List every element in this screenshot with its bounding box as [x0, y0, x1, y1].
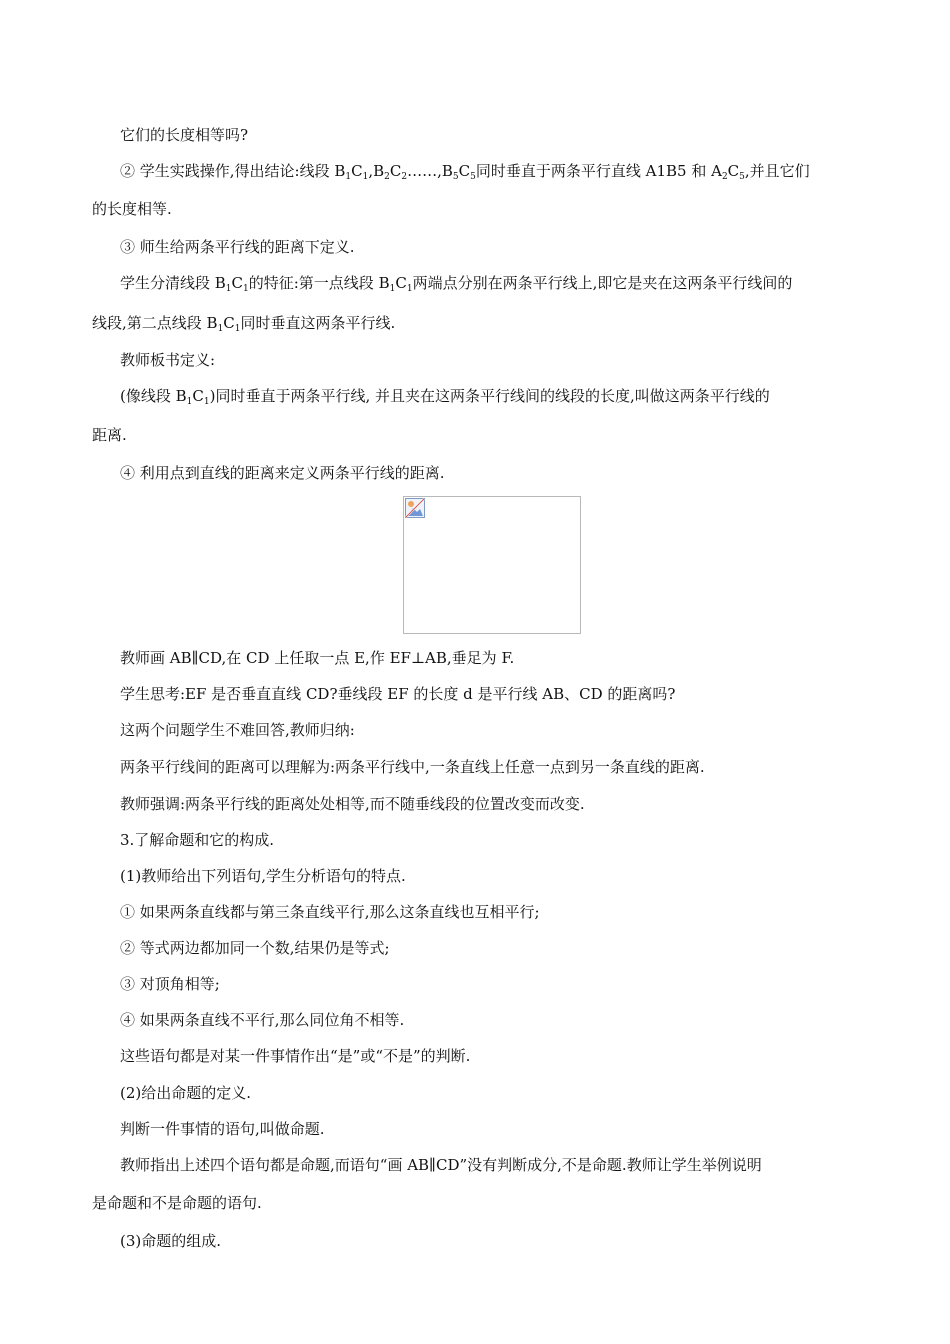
paragraph-line: ① 如果两条直线都与第三条直线平行,那么这条直线也互相平行;	[120, 903, 540, 921]
paragraph-line: (2)给出命题的定义.	[120, 1084, 252, 1102]
paragraph-line: ③ 对顶角相等;	[120, 975, 220, 993]
paragraph-line: 的长度相等.	[92, 200, 172, 218]
paragraph-line: 两条平行线间的距离可以理解为:两条平行线中,一条直线上任意一点到另一条直线的距离.	[120, 758, 705, 776]
broken-image-icon	[405, 498, 425, 518]
paragraph-line: (1)教师给出下列语句,学生分析语句的特点.	[120, 867, 406, 885]
paragraph-line: 教师强调:两条平行线的距离处处相等,而不随垂线段的位置改变而改变.	[120, 795, 585, 813]
paragraph-line: ② 等式两边都加同一个数,结果仍是等式;	[120, 939, 390, 957]
paragraph-line: 这些语句都是对某一件事情作出“是”或“不是”的判断.	[120, 1047, 471, 1065]
paragraph-line: ④ 利用点到直线的距离来定义两条平行线的距离.	[120, 464, 445, 482]
paragraph-line: 教师画 AB∥CD,在 CD 上任取一点 E,作 EF⊥AB,垂足为 F.	[120, 649, 515, 667]
paragraph-line: 距离.	[92, 426, 127, 444]
paragraph-line: (像线段 $B_1C_1$)同时垂直于两条平行线, 并且夹在这两条平行线间的线段的长度,叫做这两条平行线的	[120, 387, 770, 407]
figure-placeholder	[403, 496, 581, 634]
paragraph-line: ④ 如果两条直线不平行,那么同位角不相等.	[120, 1011, 405, 1029]
paragraph-line: 是命题和不是命题的语句.	[92, 1194, 262, 1212]
paragraph-line: 3.了解命题和它的构成.	[120, 831, 275, 849]
paragraph-line: 这两个问题学生不难回答,教师归纳:	[120, 721, 355, 739]
paragraph-line: ③ 师生给两条平行线的距离下定义.	[120, 238, 355, 256]
paragraph-line: 线段,第二点线段 $B_1C_1$同时垂直这两条平行线.	[92, 314, 396, 334]
paragraph-line: 学生分清线段 $B_1C_1$的特征:第一点线段 $B_1C_1$两端点分别在两条平行线上,即它是夹在这两条平行线间的	[120, 274, 793, 294]
paragraph-line: 教师指出上述四个语句都是命题,而语句“画 AB∥CD”没有判断成分,不是命题.教师让学生举例说明	[120, 1156, 762, 1174]
paragraph-line: 教师板书定义:	[120, 351, 216, 369]
paragraph-line: 它们的长度相等吗?	[120, 126, 249, 144]
paragraph-line: (3)命题的组成.	[120, 1232, 222, 1250]
paragraph-line: 判断一件事情的语句,叫做命题.	[120, 1120, 325, 1138]
paragraph-line: 学生思考:EF 是否垂直直线 CD?垂线段 EF 的长度 d 是平行线 AB、CD 的距离吗?	[120, 685, 676, 703]
paragraph-line: ② 学生实践操作,得出结论:线段 $B_1C_1,B_2C_2\dots\dots,B_5C_5$同时垂直于两条平行直线 A1B5 和 $A_2C_5$,并且它们	[120, 162, 810, 182]
